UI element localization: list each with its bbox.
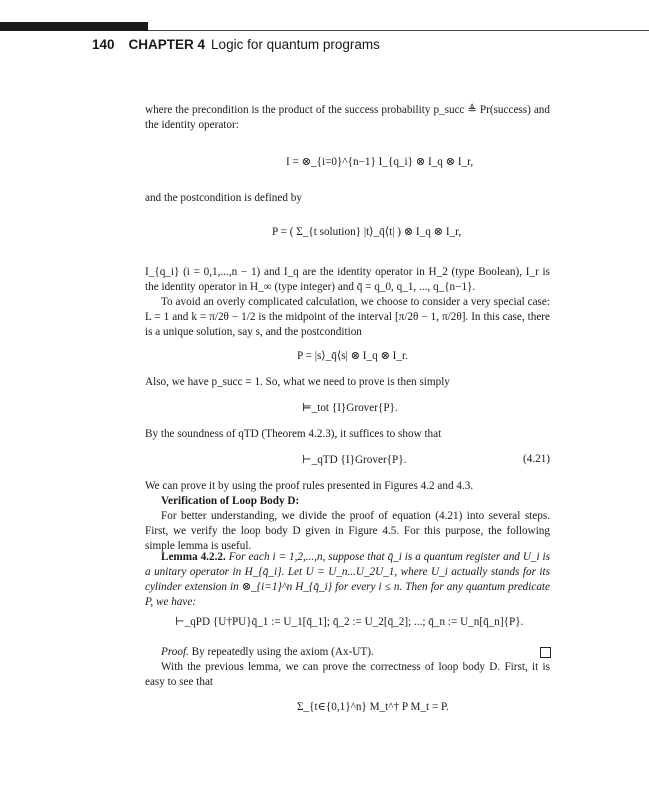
qed-box <box>540 647 551 658</box>
lemma-text: For each i = 1,2,...,n, suppose that q̄_i is a quantum register and U_i is a unitary operator in H_{q̄_i}. Let U = U_n...U_2U_1, where U_i actually stands for its cylinder extension in ⊗_{i=1}^n H_{q̄_i} for every i ≤ n. Then for any quantum predicate P, we have: <box>145 551 550 608</box>
equation-special-postcondition: P = |s⟩_q̄⟨s| ⊗ I_q ⊗ I_r. <box>297 350 408 362</box>
paragraph-goal: Also, we have p_succ = 1. So, what we need to prove is then simply <box>145 376 450 388</box>
paragraph-identity-ops: I_{q_i} (i = 0,1,...,n − 1) and I_q are the identity operator in H_2 (type Boolean), I_r is the identity operator in H_∞ (type integer) and q̄ = q_0, q_1, ..., q_{n−1}. <box>145 266 550 293</box>
header-rule <box>148 30 649 31</box>
chapter-title: Logic for quantum programs <box>211 37 380 52</box>
equation-lemma: ⊢_qPD {U†PU}q̄_1 := U_1[q̄_1]; q̄_2 := U_2[q̄_2]; ...; q̄_n := U_n[q̄_n]{P}. <box>175 616 524 628</box>
paragraph-precondition: where the precondition is the product of the success probability p_succ ≜ Pr(success) and the identity operator: <box>145 104 550 131</box>
header-bar <box>0 22 148 31</box>
paragraph-soundness: By the soundness of qTD (Theorem 4.2.3), it suffices to show that <box>145 428 442 440</box>
lemma-4-2-2 <box>145 550 550 610</box>
paragraph-proof-rules: We can prove it by using the proof rules presented in Figures 4.2 and 4.3. <box>145 480 474 492</box>
proof-label: Proof. <box>161 646 189 658</box>
lemma-label: Lemma 4.2.2. <box>161 551 226 563</box>
paragraph-loop-body: For better understanding, we divide the proof of equation (4.21) into several steps. First, we verify the loop body D given in Figure 4.5. For this purpose, the following simple lemma is useful. <box>145 510 550 552</box>
paragraph-loop-correctness: With the previous lemma, we can prove the correctness of loop body D. First, it is easy to see that <box>145 661 550 688</box>
equation-4-21: ⊢_qTD {I}Grover{P}. <box>302 454 407 466</box>
paragraph-postcondition-intro: and the postcondition is defined by <box>145 192 302 204</box>
equation-postcondition: P = ( Σ_{t solution} |t⟩_q̄⟨t| ) ⊗ I_q ⊗ I_r, <box>272 226 462 238</box>
proof-text: By repeatedly using the axiom (Ax-UT). <box>191 646 374 658</box>
running-header <box>92 37 380 52</box>
equation-number: (4.21) <box>523 453 551 465</box>
equation-identity: I = ⊗_{i=0}^{n−1} I_{q_i} ⊗ I_q ⊗ I_r, <box>286 156 474 168</box>
chapter-label: CHAPTER 4 <box>128 37 206 52</box>
page-number: 140 <box>92 37 115 52</box>
proof <box>145 645 550 660</box>
equation-total-correctness: ⊨_tot {I}Grover{P}. <box>302 402 398 414</box>
section-heading: Verification of Loop Body D: <box>161 495 300 507</box>
equation-measurement-sum: Σ_{t∈{0,1}^n} M_t^† P M_t = P. <box>297 701 449 713</box>
paragraph-special-case: To avoid an overly complicated calculation, we choose to consider a very special case: L = 1 and k = π/2θ − 1/2 is the midpoint of the interval [π/2θ − 1, π/2θ]. In this case, there is a unique solution, say s, and the postcondition <box>145 296 550 338</box>
